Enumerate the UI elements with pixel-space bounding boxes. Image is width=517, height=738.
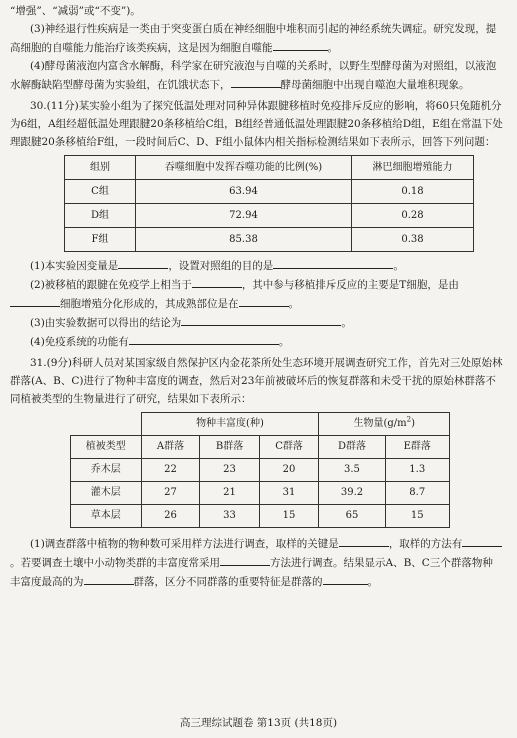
answer-blank[interactable] <box>273 38 328 51</box>
text: “增强”、“减弱”或“不变”)。 <box>10 5 141 17</box>
table-row <box>71 482 450 505</box>
answer-blank[interactable] <box>118 256 168 269</box>
q29-part4 <box>10 57 503 94</box>
q30-part3 <box>10 313 503 332</box>
text: 。 <box>367 576 378 588</box>
text: 。 <box>278 336 290 348</box>
q30-result-table <box>64 155 474 252</box>
table-cell: 39.2 <box>319 482 385 505</box>
table-cell: 灌木层 <box>71 482 142 505</box>
page-footer: 高三理综试题卷 第13页 (共18页) <box>179 717 338 729</box>
table-row <box>71 505 450 528</box>
text: (4)酵母菌液泡内富含水解酶，科学家在研究液泡与自噬的关系时，以野生型酵母菌为对照组，以液泡水解酶缺陷型酵母菌为实验组，在饥饿状态下， <box>10 60 497 91</box>
text: 。 <box>327 42 338 54</box>
text: 方法进行调查。结果显示A、B、C三个群落物种丰富度最高的为 <box>10 557 493 588</box>
answer-blank[interactable] <box>231 75 281 88</box>
text: (3)神经退行性疾病是一类由于突变蛋白质在神经细胞中堆积而引起的神经系统失调症。研究发现，提高细胞的自噬能力能治疗该类疾病，这是因为细胞自噬能 <box>10 23 497 54</box>
text: (1)调查群落中植物的物种数可采用样方法进行调查，取样的关键是 <box>29 538 339 550</box>
table-row <box>65 180 474 204</box>
table-cell: 0.18 <box>352 180 474 204</box>
table-cell: 1.3 <box>385 459 449 482</box>
text: 细胞增殖分化形成的，其成熟部位是在 <box>60 298 239 310</box>
text: ) <box>411 418 415 429</box>
table-header-cell: 吞噬细胞中发挥吞噬功能的比例(%) <box>136 156 352 180</box>
table-cell: 26 <box>141 505 200 528</box>
text: (2)被移植的跟腱在免疫学上相当于 <box>29 279 192 291</box>
table-cell: 22 <box>141 459 200 482</box>
text: (3)由实验数据可以得出的结论为 <box>29 317 182 329</box>
text: (1)本实验因变量是 <box>29 260 119 272</box>
text: 酵母菌细胞中出现自噬泡大量堆积现象。 <box>280 79 470 91</box>
text: 生物量(g/m <box>353 418 407 429</box>
text: 。若要调查土壤中小动物类群的丰富度常采用 <box>10 557 220 569</box>
text: 。 <box>341 317 352 329</box>
table-row <box>65 228 474 252</box>
table-cell: 65 <box>319 505 385 528</box>
answer-blank[interactable] <box>10 294 60 307</box>
table-cell: 23 <box>200 459 259 482</box>
table-cell: 0.38 <box>352 228 474 252</box>
text: 。 <box>393 260 404 272</box>
q29-top-line <box>10 2 503 20</box>
table-cell: D组 <box>65 204 136 228</box>
table-header-cell: 组别 <box>65 156 136 180</box>
answer-blank[interactable] <box>323 572 368 585</box>
text: ，取样的方法有 <box>388 538 463 550</box>
q30-part1 <box>10 256 503 275</box>
table-cell: 0.28 <box>352 204 474 228</box>
table-cell: F组 <box>65 228 136 252</box>
table-cell: 15 <box>385 505 449 528</box>
table-cell: C组 <box>65 180 136 204</box>
table-header-cell: D群落 <box>319 436 385 459</box>
answer-blank[interactable] <box>339 534 389 547</box>
table-cell: 3.5 <box>319 459 385 482</box>
q31-part1 <box>10 534 503 591</box>
table-corner-cell <box>71 413 142 436</box>
answer-blank[interactable] <box>192 275 242 288</box>
table-row <box>65 204 474 228</box>
table-cell: 15 <box>259 505 319 528</box>
table-cell: 72.94 <box>136 204 352 228</box>
table-header-cell: C群落 <box>259 436 319 459</box>
table-cell: 27 <box>141 482 200 505</box>
answer-blank[interactable] <box>220 553 270 566</box>
table-cell: 8.7 <box>385 482 449 505</box>
table-header-row <box>71 413 450 436</box>
answer-blank[interactable] <box>84 572 134 585</box>
table-header-cell: E群落 <box>385 436 449 459</box>
table-cell: 31 <box>259 482 319 505</box>
table-cell: 乔木层 <box>71 459 142 482</box>
table-header-cell: B群落 <box>200 436 259 459</box>
table-cell: 63.94 <box>136 180 352 204</box>
text: 群落，区分不同群落的重要特征是群落的 <box>133 576 323 588</box>
text: (4)免疫系统的功能有 <box>29 336 129 348</box>
q31-result-table <box>70 412 450 528</box>
answer-blank[interactable] <box>129 332 279 345</box>
q30-part4 <box>10 332 503 351</box>
table-header-row <box>65 156 474 180</box>
answer-blank[interactable] <box>239 294 289 307</box>
table-cell: 33 <box>200 505 259 528</box>
table-cell: 21 <box>200 482 259 505</box>
q30-intro: 30.(11分)某实验小组为了探究低温处理对同种异体跟腱移植时免疫排斥反应的影响，将60只兔随机分为6组，A组经超低温处理跟腱20条移植给C组，B组经普通低温处理跟腱20条移植给D组，E组在常温下处理跟腱20条移植给F组，一段时间后C、D、F组小鼠体内相关指标检测结果如下表所示，回答下列问题： <box>10 100 503 148</box>
table-cell: 85.38 <box>136 228 352 252</box>
table-header-row <box>71 436 450 459</box>
table-cell: 20 <box>259 459 319 482</box>
text: 。 <box>288 298 299 310</box>
table-row <box>71 459 450 482</box>
answer-blank[interactable] <box>462 534 502 547</box>
table-header-cell: 植被类型 <box>71 436 142 459</box>
q31-intro: 31.(9分)科研人员对某国家级自然保护区内金花茶所处生态环境开展调查研究工作，首先对三处原始林群落(A、B、C)进行了物种丰富度的调查，然后对23年前被破坏后的恢复群落和未受干扰的原始林群落不同植被类型的生物量进行了研究，结果如下表所示： <box>10 357 503 405</box>
superscript: 2 <box>406 415 412 424</box>
table-header-cell: A群落 <box>141 436 200 459</box>
answer-blank[interactable] <box>181 313 341 326</box>
table-header-cell: 淋巴细胞增殖能力 <box>352 156 474 180</box>
table-cell: 草本层 <box>71 505 142 528</box>
table-group-header: 物种丰富度(种) <box>141 413 319 436</box>
text: ，其中参与移植排斥反应的主要是T细胞，是由 <box>241 279 459 291</box>
text: ，设置对照组的目的是 <box>168 260 274 272</box>
q29-part3 <box>10 20 503 57</box>
q30-part2 <box>10 275 503 313</box>
table-group-header <box>319 413 450 436</box>
answer-blank[interactable] <box>273 256 393 269</box>
